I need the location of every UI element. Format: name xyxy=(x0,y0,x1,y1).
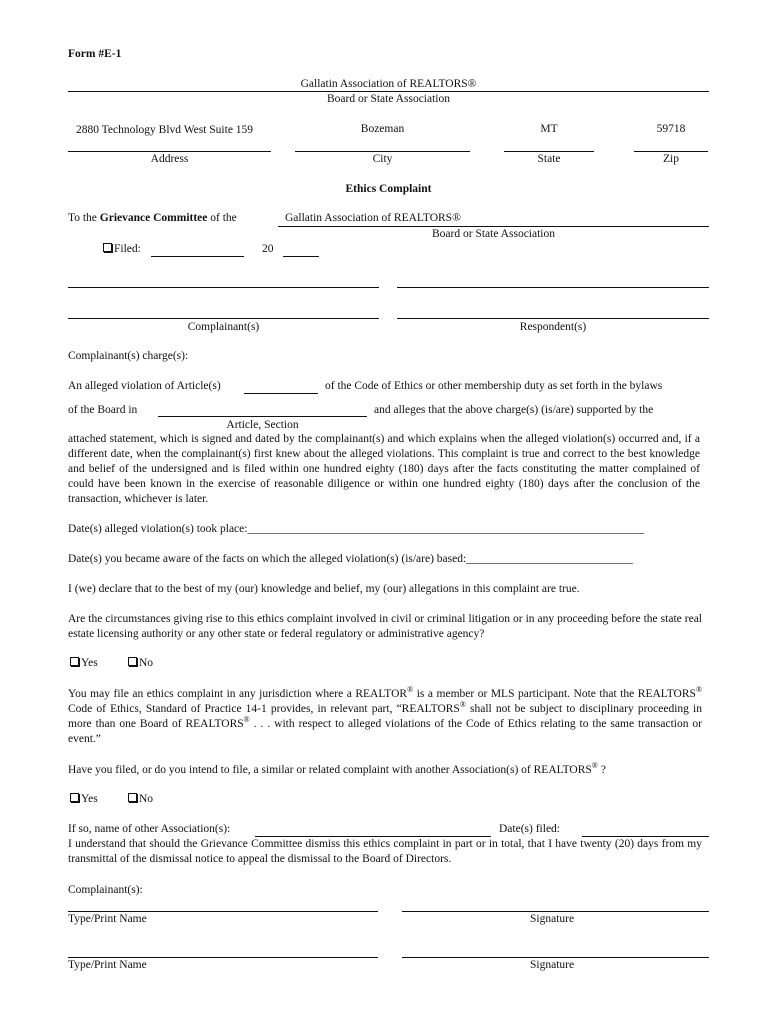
related-yes[interactable]: Yes xyxy=(70,793,98,805)
filed-year-line[interactable] xyxy=(283,256,319,257)
signature-line-2[interactable] xyxy=(402,957,709,958)
declaration: I (we) declare that to the best of my (our) knowledge and belief, my (our) allegations in this complaint are true. xyxy=(68,583,580,595)
address-zip-label: Zip xyxy=(663,153,679,165)
respondent-line-2[interactable] xyxy=(397,318,709,319)
dismissal-paragraph: I understand that should the Grievance Committee dismiss this ethics complaint in part or in total, that I have twenty (20) days from my transmittal of the dismissal notice to appeal the dismissal to the Board of Directors. xyxy=(68,838,702,865)
address-city[interactable]: Bozeman xyxy=(360,123,405,135)
address-street[interactable]: 2880 Technology Blvd West Suite 159 xyxy=(76,124,254,136)
charges-label: Complainant(s) charge(s): xyxy=(68,350,189,362)
signature-label-2: Signature xyxy=(530,959,575,971)
address-zip[interactable]: 59718 xyxy=(656,123,686,135)
address-state-label: State xyxy=(537,153,561,165)
date-filed-label: Date(s) filed: xyxy=(499,823,560,835)
checkbox-icon xyxy=(70,657,79,666)
litigation-question: Are the circumstances giving rise to this ethics complaint involved in civil or criminal litigation or in any proceeding before the state real estate licensing authority or any other state or federal regulatory or administrative agency? xyxy=(68,613,702,640)
header-caption: Board or State Association xyxy=(327,93,450,105)
address-state[interactable]: MT xyxy=(540,123,558,135)
litigation-yes[interactable]: Yes xyxy=(70,657,98,669)
related-question: Have you filed, or do you intend to file, a similar or related complaint with another Association(s) of REALTORS® ? xyxy=(68,761,606,776)
filed-year-prefix: 20 xyxy=(262,243,274,255)
signature-label-1: Signature xyxy=(530,913,575,925)
address-street-line xyxy=(68,151,271,152)
board-input-line[interactable] xyxy=(158,416,367,417)
checkbox-icon xyxy=(128,657,137,666)
to-line-underline xyxy=(278,226,709,227)
respondent-line-1[interactable] xyxy=(397,287,709,288)
related-no[interactable]: No xyxy=(128,793,153,805)
respondent-label: Respondent(s) xyxy=(519,321,587,333)
print-name-line-1[interactable] xyxy=(68,911,378,912)
violation-text-2: of the Code of Ethics or other membership duty as set forth in the bylaws xyxy=(325,380,663,392)
signature-line-1[interactable] xyxy=(402,911,709,912)
address-zip-line xyxy=(634,151,708,152)
checkbox-icon xyxy=(128,793,137,802)
dates-aware[interactable]: Date(s) you became aware of the facts on which the alleged violation(s) (is/are) based:_____________________________ xyxy=(68,553,633,565)
print-name-line-2[interactable] xyxy=(68,957,378,958)
form-id: Form #E-1 xyxy=(68,48,122,60)
article-caption: Article, Section xyxy=(226,419,299,431)
address-city-line xyxy=(295,151,470,152)
checkbox-icon xyxy=(70,793,79,802)
header-association: Gallatin Association of REALTORS® xyxy=(300,78,477,90)
header-line xyxy=(68,91,709,92)
page-title: Ethics Complaint xyxy=(345,183,432,195)
to-line-caption: Board or State Association xyxy=(432,228,555,240)
print-name-label-2: Type/Print Name xyxy=(68,959,147,971)
to-line-text: To the Grievance Committee of the xyxy=(68,212,237,224)
print-name-label-1: Type/Print Name xyxy=(68,913,147,925)
other-assoc-label: If so, name of other Association(s): xyxy=(68,823,231,835)
jurisdiction-paragraph: You may file an ethics complaint in any jurisdiction where a REALTOR® is a member or MLS participant. Note that the REALTORS® Code of Ethics, Standard of Practice 14-1 provides, in relevant part, “REALTORS® shall not be subject to disciplinary proceeding in more than one Board of REALTORS® . . . with respect to alleged violations of the Code of Ethics relating to the same transaction or event.” xyxy=(68,685,703,745)
address-city-label: City xyxy=(372,153,393,165)
address-state-line xyxy=(504,151,594,152)
litigation-no[interactable]: No xyxy=(128,657,153,669)
statement-paragraph: attached statement, which is signed and dated by the complainant(s) and which explains when the alleged violation(s) occurred and, if a different date, when the complainant(s) first knew about the alleged violations. This complaint is true and correct to the best knowledge and belief of the undersigned and is filed within one hundred eighty (180) days after the facts constituting the matter complained of could have been known in the exercise of reasonable diligence or within one hundred eighty (180) days after the conclusion of the transaction, whichever is later. xyxy=(68,433,700,505)
board-text-1: of the Board in xyxy=(68,404,138,416)
complainants-label: Complainant(s): xyxy=(68,884,143,896)
address-street-label: Address xyxy=(150,153,189,165)
filed-date-line[interactable] xyxy=(151,256,244,257)
complainant-line-2[interactable] xyxy=(68,318,379,319)
dates-violation[interactable]: Date(s) alleged violation(s) took place:_____________________________________________________________________ xyxy=(68,523,645,535)
complainant-label: Complainant(s) xyxy=(187,321,260,333)
violation-text-1: An alleged violation of Article(s) xyxy=(68,380,221,392)
board-text-2: and alleges that the above charge(s) (is/are) supported by the xyxy=(374,404,654,416)
filed-checkbox[interactable]: Filed: xyxy=(103,243,141,255)
to-line-association[interactable]: Gallatin Association of REALTORS® xyxy=(285,212,461,224)
article-input-line[interactable] xyxy=(244,393,318,394)
checkbox-icon xyxy=(103,243,112,252)
complainant-line-1[interactable] xyxy=(68,287,379,288)
